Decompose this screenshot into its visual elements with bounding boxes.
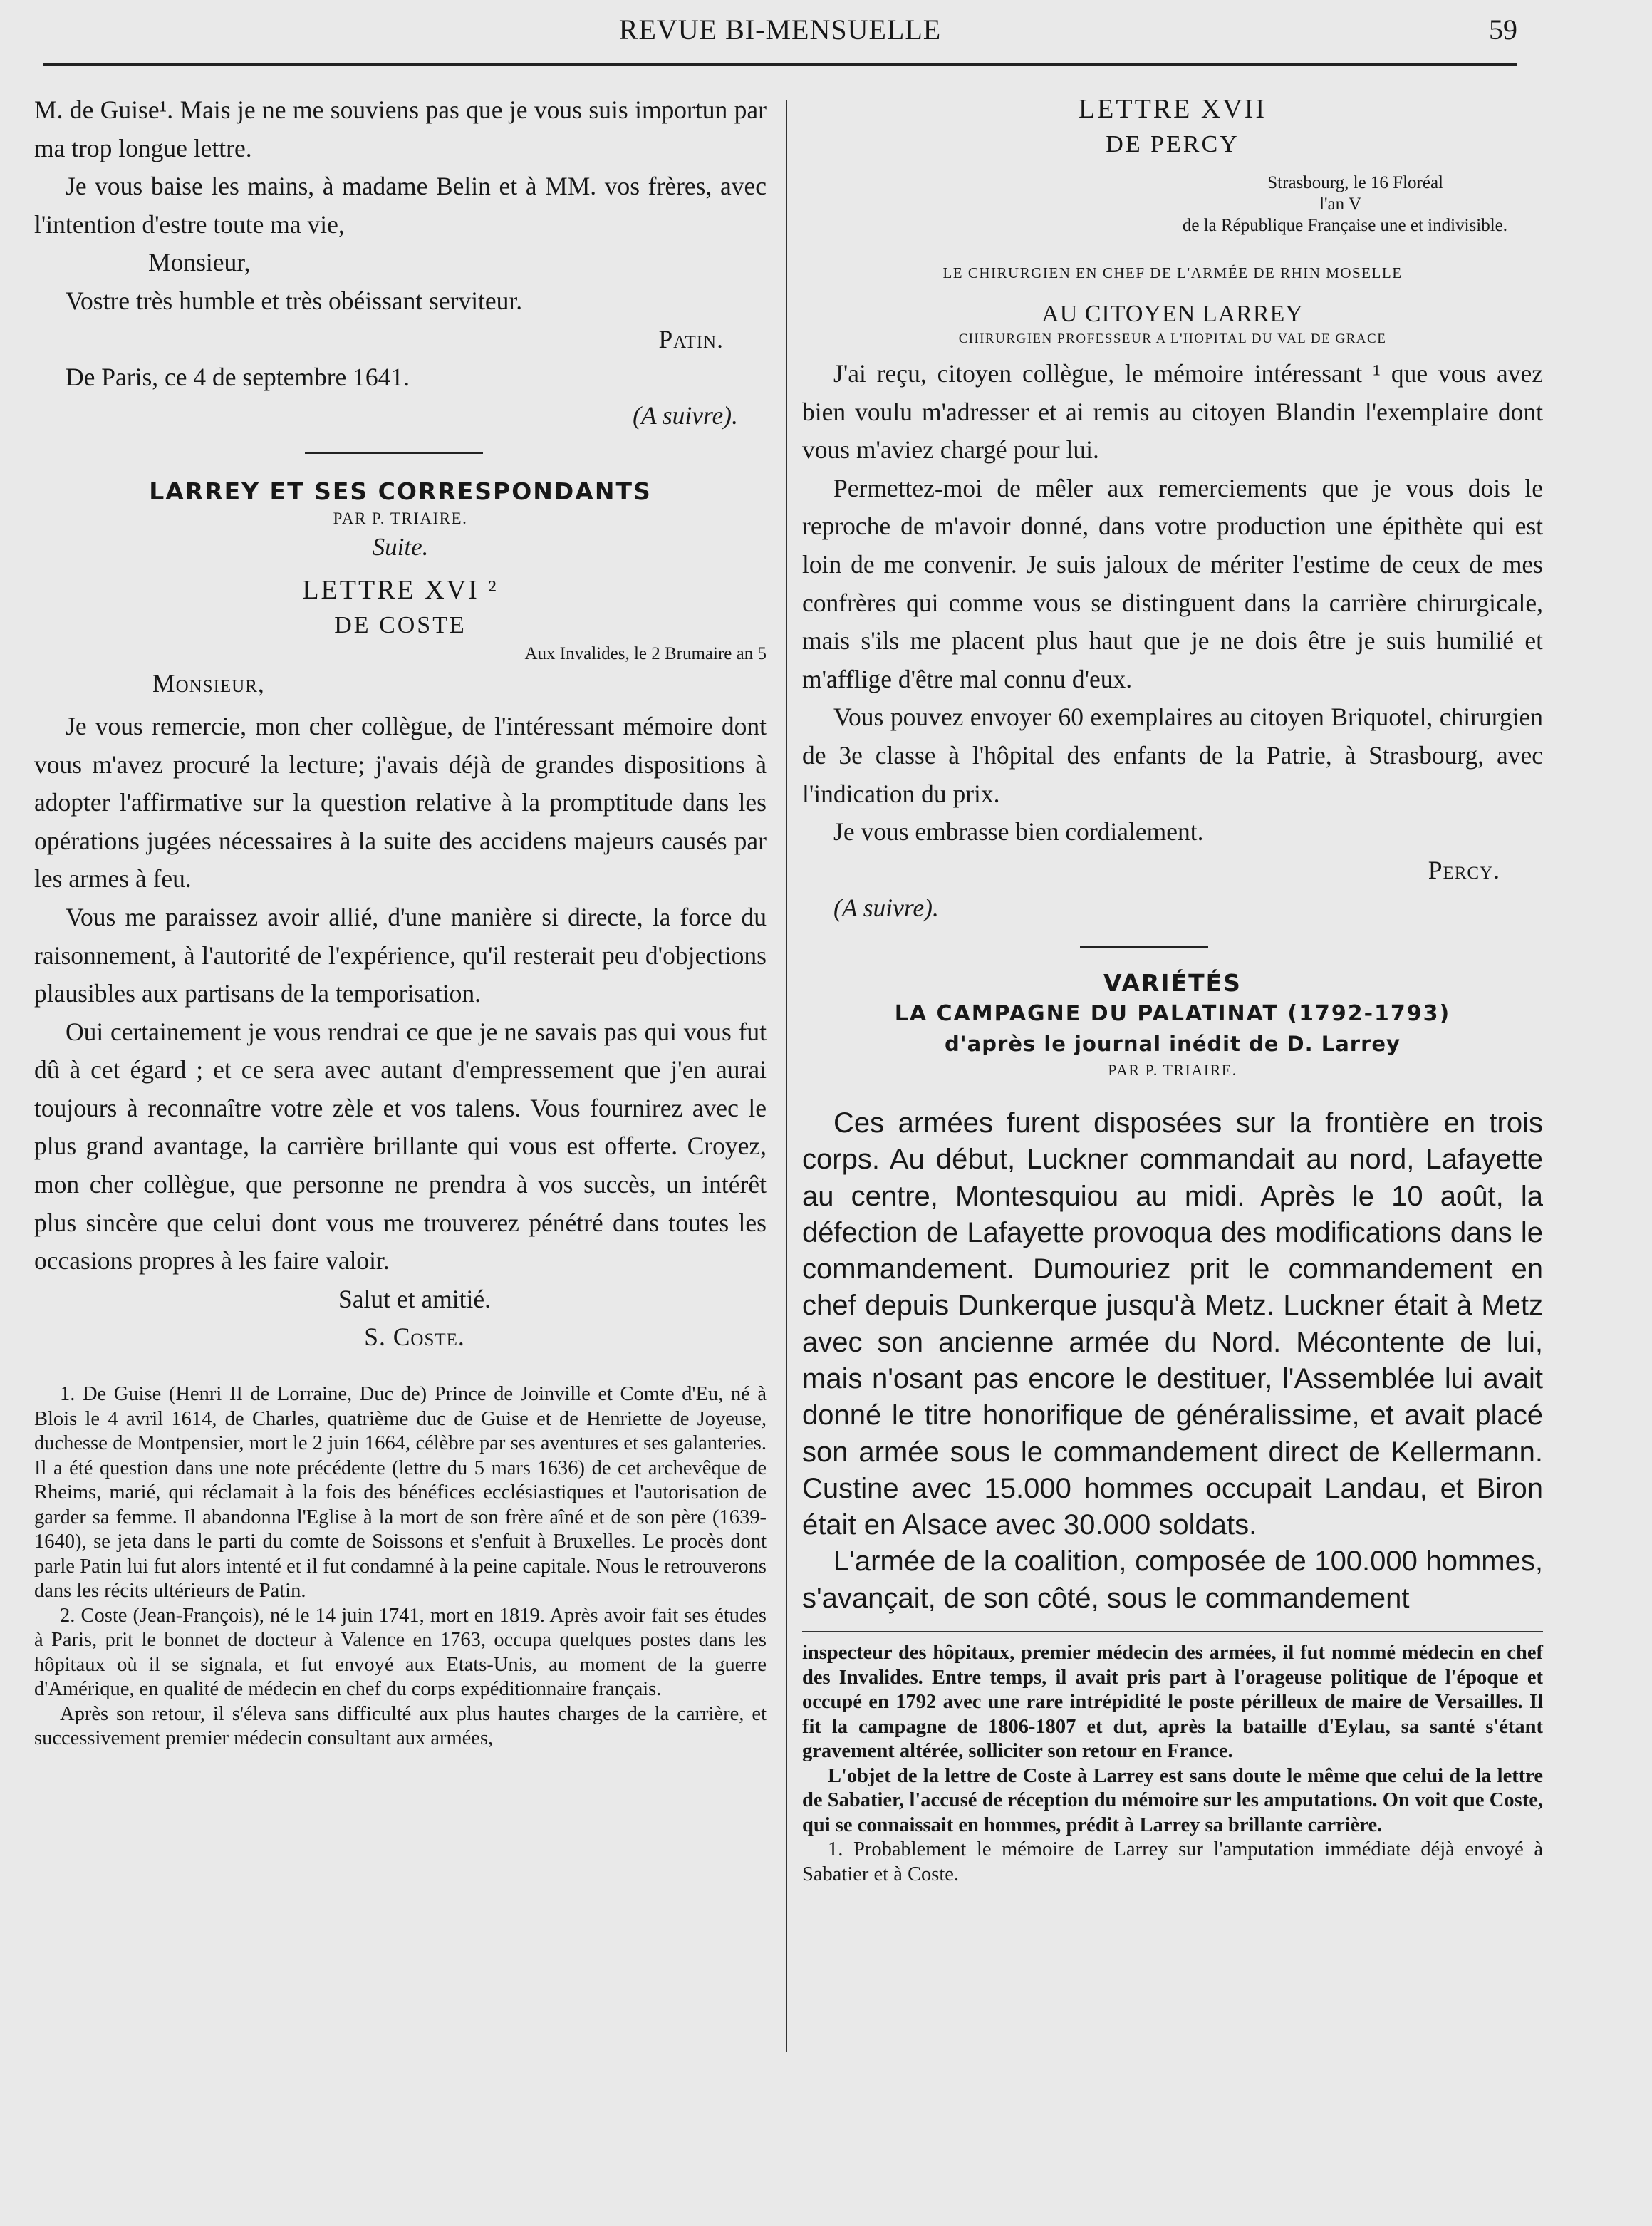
coste-paragraph-2: Vous me paraissez avoir allié, d'une manière si directe, la force du raisonnement, à l'autorité de l'expérience, qu'il resterait peu d'objections plausibles aux partisans de la temporisation.	[34, 902, 767, 1008]
campaign-paragraph-1: Ces armées furent disposées sur la frontière en trois corps. Au début, Luckner commandait au nord, Lafayette au centre, Montesquiou au midi. Après le 10 août, la défection de Lafayette provoqua des modifications dans le commandement. Dumouriez prit le commandement en chef depuis Dunkerque jusqu'à Metz. Luckner était à Metz avec son ancienne armée du Nord. Mécontente de lui, mais n'osant pas encore le destituer, l'Assemblée lui avait donné le titre honorifique de généralissime, et avait placé son armée sous le commandement direct de Kellermann. Custine avec 15.000 hommes occupait Landau, et Biron était en Alsace avec 30.000 soldats.	[802, 1107, 1543, 1541]
coste-signature: S. Coste.	[364, 1322, 465, 1352]
letter-xvii-date-line-3: de la République Française une et indivisible.	[1182, 216, 1507, 235]
campaign-paragraph-2: L'armée de la coalition, composée de 100.000 hommes, s'avançait, de son côté, sous le commandement	[802, 1546, 1543, 1614]
campaign-subtitle: d'après le journal inédit de D. Larrey	[945, 1031, 1401, 1056]
varietes-heading: VARIÉTÉS	[1103, 968, 1242, 997]
letter-xvi-date: Aux Invalides, le 2 Brumaire an 5	[524, 644, 767, 664]
footnote-percy-1: 1. Probablement le mémoire de Larrey sur l'amputation immédiate déjà envoyé à Sabatier et à Coste.	[802, 1838, 1543, 1885]
campaign-title: LA CAMPAGNE DU PALATINAT (1792-1793)	[894, 1000, 1451, 1026]
letter-xvii-date-line-1: Strasbourg, le 16 Floréal	[1267, 173, 1443, 192]
letter-xvi-from: DE COSTE	[334, 612, 467, 639]
footnote-2-continued: Après son retour, il s'éleva sans difficulté aux plus hautes charges de la carrière, et successivement premier médecin consultant aux armées,	[34, 1702, 767, 1750]
letter-xvii-recipient-title: CHIRURGIEN PROFESSEUR A L'HOPITAL DU VAL DE GRACE	[958, 331, 1387, 346]
letter-xvii-title: LETTRE XVII	[1078, 94, 1267, 124]
patin-date: De Paris, ce 4 de septembre 1641.	[66, 363, 410, 392]
patin-closing: Vostre très humble et très obéissant serviteur.	[66, 286, 523, 315]
campaign-byline: PAR P. TRIAIRE.	[1108, 1060, 1237, 1079]
left-column	[34, 91, 767, 1751]
coste-paragraph-3: Oui certainement je vous rendrai ce que je ne savais pas qui vous fut dû à cet égard ; et ce sera avec autant d'empressement que j'en aurai toujours à reconnaître votre zèle et vos talens. Vous fournirez avec le plus grand avantage, la carrière brillante qui vous est offerte. Croyez, mon cher collègue, que personne ne prendra à vos succès, un intérêt plus sincère que celui dont vous me trouverez pénétré dans toutes les occasions propres à les faire valoir.	[34, 1017, 767, 1275]
patin-signature: Patin.	[658, 324, 724, 353]
header-rule	[43, 63, 1517, 66]
article-suite: Suite.	[372, 533, 429, 561]
page-number: 59	[1489, 14, 1517, 46]
letter-xvii-recipient: AU CITOYEN LARREY	[1041, 301, 1304, 327]
footnote-coste-note: L'objet de la lettre de Coste à Larrey est sans doute le même que celui de la lettre de Sabatier, l'accusé de réception du mémoire sur les amputations. On voit que Coste, qui se connaissait en hommes, prédit à Larrey sa brillante carrière.	[802, 1764, 1543, 1836]
percy-paragraph-3: Vous pouvez envoyer 60 exemplaires au citoyen Briquotel, chirurgien de 3e classe à l'hôpital des enfants de la Patrie, à Strasbourg, avec l'indication du prix.	[802, 703, 1543, 808]
letter-xvii-from: DE PERCY	[1106, 131, 1240, 157]
running-head	[43, 13, 1517, 48]
coste-closing: Salut et amitié.	[338, 1284, 491, 1313]
letter-xvi-title: LETTRE XVI ²	[302, 575, 499, 606]
percy-paragraph-2: Permettez-moi de mêler aux remerciements que je vous dois le reproche de m'avoir donné, dans votre production une épithète qui est loin de me convenir. Je suis jaloux de mériter l'estime de ceux de mes confrères qui comme vous se distinguent dans la carrière chirurgicale, mais s'ils me placent plus haut que je ne dois être je suis humilié et m'afflige d'être mal connu d'eux.	[802, 473, 1543, 693]
right-column	[802, 91, 1543, 1887]
a-suivre-right: (A suivre).	[833, 894, 939, 923]
footnote-1: 1. De Guise (Henri II de Lorraine, Duc de) Prince de Joinville et Comte d'Eu, né à Blois le 4 avril 1614, de Charles, quatrième duc de Guise et de Henriette de Joyeuse, duchesse de Montpensier, mort le 2 juin 1664, célèbre par ses aventures et ses galanteries. Il a été question dans une note précédente (lettre du 5 mars 1636) de cet archevêque de Rheims, marié, qui réclamait à la fois des bénéfices ecclésiastiques et l'autorisation de garder sa femme. Il abandonna l'Eglise à la mort de son frère aîné et de son père (1639-1640), se jeta dans le parti du comte de Soissons et s'enfuit à Bruxelles. Le procès dont parle Patin lui fut alors intenté et il fut condamné à la peine capitale. Nous le retrouverons dans les récits ultérieurs de Patin.	[34, 1383, 767, 1603]
coste-paragraph-1: Je vous remercie, mon cher collègue, de l'intéressant mémoire dont vous m'avez procuré la lecture; j'avais déjà de grandes dispositions à adopter l'affirmative sur la question relative à la promptitude dans les opérations jugées nécessaires à la suite des accidens majeurs causés par les armes à feu.	[34, 711, 767, 894]
column-rule	[786, 100, 787, 2052]
letter-xvii-sender: LE CHIRURGIEN EN CHEF DE L'ARMÉE DE RHIN MOSELLE	[942, 264, 1403, 281]
article-byline: PAR P. TRIAIRE.	[333, 509, 468, 528]
patin-salutation: Monsieur,	[148, 248, 251, 277]
percy-paragraph-1: J'ai reçu, citoyen collègue, le mémoire intéressant ¹ que vous avez bien voulu m'adresser et ai remis au citoyen Blandin l'exemplaire dont vous m'aviez chargé pour lui.	[802, 359, 1543, 465]
patin-paragraph-2: Je vous baise les mains, à madame Belin et à MM. vos frères, avec l'intention d'estre toute ma vie,	[34, 172, 767, 239]
percy-paragraph-4: Je vous embrasse bien cordialement.	[833, 817, 1204, 847]
article-title: LARREY ET SES CORRESPONDANTS	[149, 477, 652, 506]
letter-xvii-date-line-2: l'an V	[1319, 195, 1361, 214]
percy-signature: Percy.	[1428, 855, 1500, 884]
journal-title: REVUE BI-MENSUELLE	[618, 14, 942, 46]
footnote-2-continuation: inspecteur des hôpitaux, premier médecin des armées, il fut nommé médecin en chef des Invalides. Entre temps, il avait pris part à l'orageuse politique de l'époque et occupé en 1792 avec une rare intrépidité le poste périlleux de maire de Versailles. Il fit la campagne de 1806-1807 et dut, après la bataille d'Eylau, sa santé s'étant gravement altérée, solliciter son retour en France.	[802, 1642, 1543, 1763]
a-suivre-left: (A suivre).	[633, 400, 738, 430]
footnote-2: 2. Coste (Jean-François), né le 14 juin 1741, mort en 1819. Après avoir fait ses études à Paris, prit le bonnet de docteur à Valence en 1763, occupa quelques postes dans les hôpitaux où il se signala, et fut envoyé aux Etats-Unis, au moment de la guerre d'Amérique, en qualité de médecin en chef du corps expéditionnaire français.	[34, 1604, 767, 1701]
letter-xvi-salutation: Monsieur,	[152, 669, 265, 698]
patin-paragraph-1: M. de Guise¹. Mais je ne me souviens pas que je vous suis importun par ma trop longue lettre.	[34, 95, 767, 162]
